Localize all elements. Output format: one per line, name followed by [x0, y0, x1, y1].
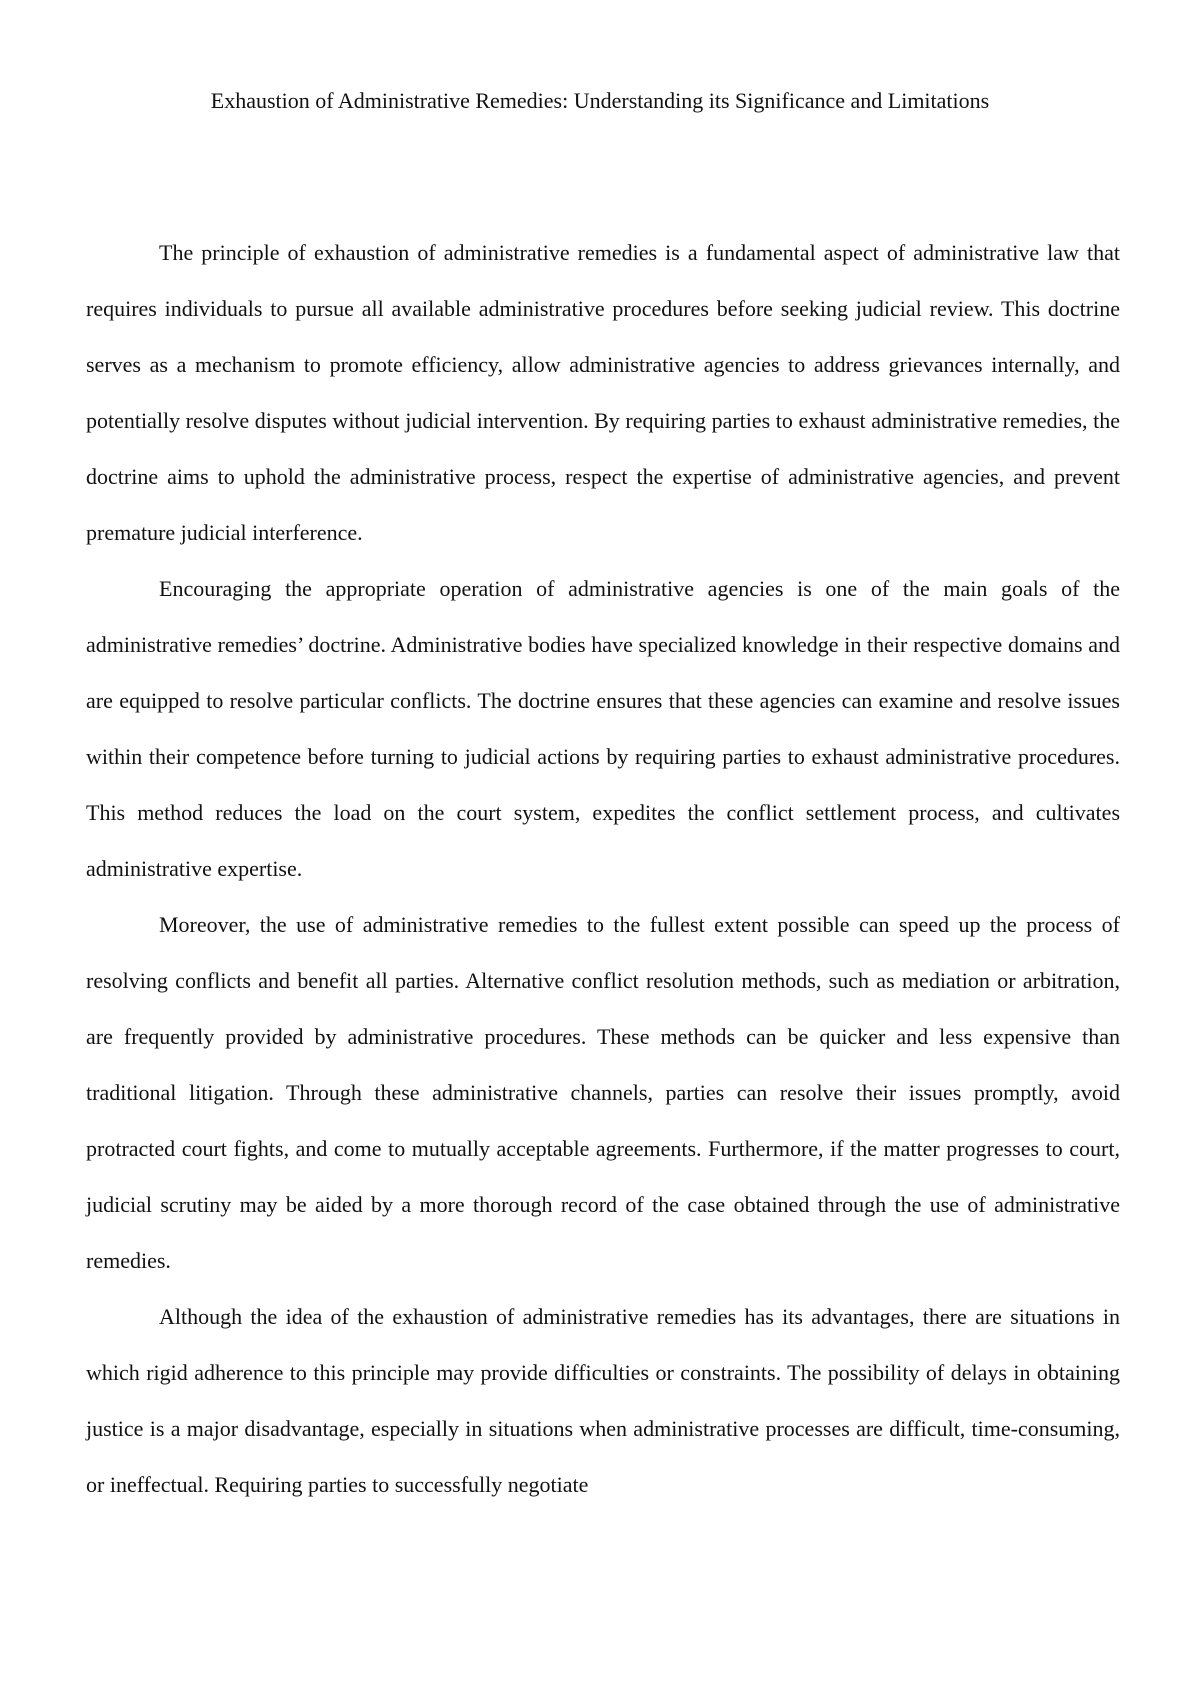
- paragraph-2: Encouraging the appropriate operation of administrative agencies is one of the main goals of the administrative remedies’ doctrine. Administrative bodies have specialized knowledge in their respective domains and are equipped to resolve particular conflicts. The doctrine ensures that these agencies can examine and resolve issues within their competence before turning to judicial actions by requiring parties to exhaust administrative procedures. This method reduces the load on the court system, expedites the conflict settlement process, and cultivates administrative expertise.: [86, 576, 1120, 881]
- document-body: [86, 225, 1120, 1513]
- document-title: Exhaustion of Administrative Remedies: Understanding its Significance and Limitations: [210, 88, 990, 113]
- paragraph-4: Although the idea of the exhaustion of administrative remedies has its advantages, there are situations in which rigid adherence to this principle may provide difficulties or constraints. The possibility of delays in obtaining justice is a major disadvantage, especially in situations when administrative processes are difficult, time-consuming, or ineffectual. Requiring parties to successfully negotiate: [86, 1304, 1120, 1497]
- paragraph-3: Moreover, the use of administrative remedies to the fullest extent possible can speed up the process of resolving conflicts and benefit all parties. Alternative conflict resolution methods, such as mediation or arbitration, are frequently provided by administrative procedures. These methods can be quicker and less expensive than traditional litigation. Through these administrative channels, parties can resolve their issues promptly, avoid protracted court fights, and come to mutually acceptable agreements. Furthermore, if the matter progresses to court, judicial scrutiny may be aided by a more thorough record of the case obtained through the use of administrative remedies.: [86, 912, 1120, 1273]
- paragraph-1: The principle of exhaustion of administrative remedies is a fundamental aspect of administrative law that requires individuals to pursue all available administrative procedures before seeking judicial review. This doctrine serves as a mechanism to promote efficiency, allow administrative agencies to address grievances internally, and potentially resolve disputes without judicial intervention. By requiring parties to exhaust administrative remedies, the doctrine aims to uphold the administrative process, respect the expertise of administrative agencies, and prevent premature judicial interference.: [86, 240, 1120, 545]
